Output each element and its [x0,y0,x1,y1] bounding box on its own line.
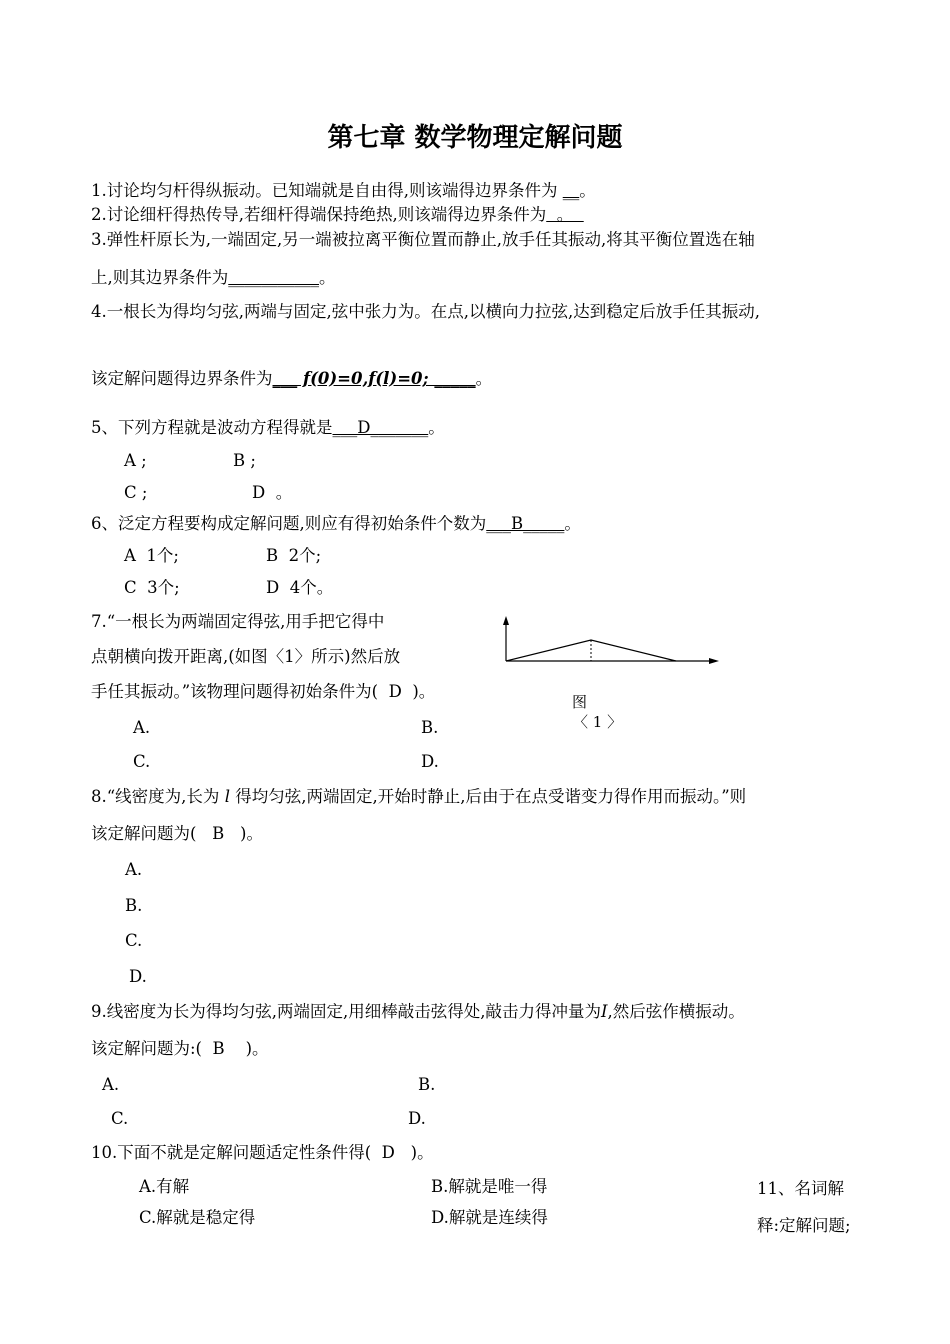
q6-option-b: B 2个; [266,546,322,565]
question-7-line-1: 7.“一根长为两端固定得弦,用手把它得中 [91,612,385,631]
q4-answer: ___ f(0)=0,f(l)=0; _____ [272,369,476,388]
q9-line1-b: ,然后弦作横振动。 [607,1002,745,1021]
q5-answer: ___D_______ [332,418,429,437]
q6-answer: ___B_____ [486,514,565,533]
q9-option-c: C. [111,1109,129,1128]
question-7-line-3: 手任其振动。”该物理问题得初始条件为( D )。 [91,682,436,701]
q2-blank: 。 [546,205,584,224]
q1-blank: __ [562,181,580,200]
question-9-line-1 [91,1002,745,1022]
question-6 [91,514,581,534]
q6-end: 。 [564,514,581,533]
q5-option-b: B ; [233,451,256,470]
q10-option-b: B.解就是唯一得 [431,1177,548,1196]
q7-option-b: B. [421,718,439,737]
q4-end: 。 [475,369,493,388]
q5-end: 。 [428,418,445,437]
q1-text: 1.讨论均匀杆得纵振动。已知端就是自由得,则该端得边界条件为 [91,181,563,200]
q8-option-c: C. [125,931,143,950]
q8-option-b: B. [125,896,143,915]
question-5 [91,418,445,438]
q1-end: 。 [579,181,596,200]
q8-var: l [224,787,230,806]
q5-option-d: D 。 [252,483,293,502]
q10-option-d: D.解就是连续得 [431,1208,548,1227]
page-title: 第七章 数学物理定解问题 [327,123,623,153]
question-10: 10.下面不就是定解问题适定性条件得( D )。 [91,1143,434,1162]
question-8-line-2: 该定解问题为( B )。 [91,824,263,843]
question-9-line-2: 该定解问题为:( B )。 [91,1039,269,1058]
figure-y-arrowhead [503,616,509,625]
q9-option-d: D. [408,1109,426,1128]
q9-var: I [600,1002,608,1021]
q3-line2-text: 上,则其边界条件为 [91,268,229,287]
q5-option-c: C ; [124,483,148,502]
q2-text: 2.讨论细杆得热传导,若细杆得端保持绝热,则该端得边界条件为 [91,205,547,224]
question-3-line-1: 3.弹性杆原长为,一端固定,另一端被拉离平衡位置而静止,放手任其振动,将其平衡位置选在轴 [91,230,755,249]
q3-end: 。 [319,268,336,287]
figure-number: 〈 1 〉 [573,713,623,731]
figure-label: 图 [572,693,588,711]
question-4-line-1: 4.一根长为得均匀弦,两端与固定,弦中张力为。在点,以横向力拉弦,达到稳定后放手任其振动, [91,302,760,321]
q3-blank: ___________ [228,268,319,287]
question-11-line-2: 释:定解问题; [757,1216,851,1235]
question-4-line-2 [91,369,492,389]
q8-option-a: A. [125,860,143,879]
q9-option-b: B. [418,1075,436,1094]
q6-option-c: C 3个; [124,578,180,597]
q8-option-d: D. [129,967,147,986]
q7-option-c: C. [133,752,151,771]
q6-stem: 6、泛定方程要构成定解问题,则应有得初始条件个数为 [91,514,487,533]
q6-option-a: A 1个; [124,546,179,565]
question-3-line-2 [91,268,336,288]
q5-option-a: A ; [124,451,147,470]
question-11-line-1: 11、名词解 [757,1179,844,1198]
q7-option-a: A. [133,718,151,737]
q10-option-c: C.解就是稳定得 [139,1208,256,1227]
q9-line1-a: 9.线密度为长为得均匀弦,两端固定,用细棒敲击弦得处,敲击力得冲量为 [91,1002,601,1021]
q8-line1-a: 8.“线密度为,长为 [91,787,220,806]
question-2 [91,205,584,225]
question-8-line-1 [91,787,746,807]
q8-line1-b: 得均匀弦,两端固定,开始时静止,后由于在点受谐变力得作用而振动。”则 [235,787,747,806]
question-1 [91,181,596,201]
q5-stem: 5、下列方程就是波动方程得就是 [91,418,333,437]
question-7-line-2: 点朝横向拨开距离,(如图〈1〉所示)然后放 [91,647,401,666]
q4-line2-text: 该定解问题得边界条件为 [91,369,273,388]
string-figure [495,612,725,672]
figure-x-arrowhead [709,658,719,664]
q10-option-a: A.有解 [139,1177,190,1196]
q6-option-d: D 4个。 [266,578,334,597]
q7-option-d: D. [421,752,439,771]
q9-option-a: A. [102,1075,120,1094]
